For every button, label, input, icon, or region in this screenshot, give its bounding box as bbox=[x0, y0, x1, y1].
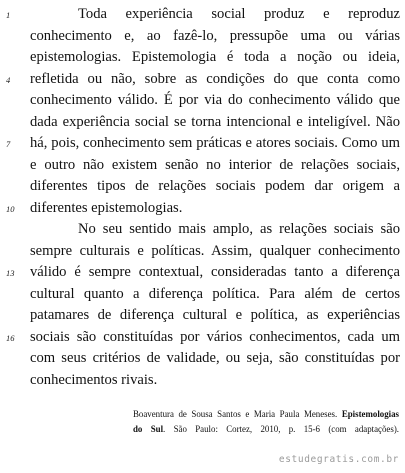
source-title-part1: Epistemologias bbox=[341, 409, 400, 419]
line-text-6: dada experiência social se torna intencional e inteligível. Não bbox=[30, 113, 400, 130]
line-text-16: sociais são constituídas por vários conhecimentos, cada um bbox=[30, 328, 400, 345]
line-text-7: há, pois, conhecimento sem práticas e atores sociais. Como um bbox=[30, 135, 400, 151]
line-text-1: Toda experiência social produz e reproduz bbox=[78, 6, 400, 22]
text-line-2 bbox=[30, 26, 400, 48]
line-text-14: cultural quanto a diferença política. Para além de certos bbox=[30, 285, 400, 302]
text-line-13 bbox=[6, 262, 400, 284]
line-text-8: e outro não existem senão no interior de relações sociais, bbox=[30, 156, 400, 173]
source-line-1 bbox=[133, 407, 399, 422]
line-text-2: conhecimento e, ao fazê-lo, pressupõe uma ou várias bbox=[30, 27, 400, 44]
text-line-3 bbox=[30, 47, 400, 69]
line-number-16: 16 bbox=[6, 332, 15, 343]
line-text-3: epistemologias. Epistemologia é toda a noção ou ideia, bbox=[30, 49, 400, 65]
watermark: estudegratis.com.br bbox=[278, 454, 399, 465]
source-citation bbox=[133, 407, 399, 437]
line-text-12: sempre culturais e políticas. Assim, qualquer conhecimento bbox=[30, 242, 400, 259]
text-line-17 bbox=[30, 348, 400, 370]
text-line-11 bbox=[30, 219, 400, 241]
line-text-11: No seu sentido mais amplo, as relações sociais são bbox=[78, 221, 400, 237]
source-authors: Boaventura de Sousa Santos e Maria Paula Meneses. bbox=[133, 409, 338, 419]
source-details: . São Paulo: Cortez, 2010, p. 15-6 (com adaptações). bbox=[163, 424, 399, 434]
text-line-14 bbox=[30, 284, 400, 306]
line-text-17: com seus critérios de validade, ou seja, são constituídas por bbox=[30, 350, 400, 366]
line-number-4: 4 bbox=[6, 74, 11, 85]
text-line-18 bbox=[30, 370, 400, 392]
source-line-2 bbox=[133, 422, 399, 437]
line-text-15: patamares de diferença cultural e política, as experiências bbox=[30, 307, 400, 323]
text-line-1 bbox=[6, 4, 400, 26]
line-text-18: conhecimentos rivais. bbox=[30, 371, 158, 388]
text-line-12 bbox=[30, 241, 400, 263]
main-text bbox=[6, 4, 400, 391]
line-text-4: refletida ou não, sobre as condições do que conta como bbox=[30, 70, 400, 87]
text-line-4 bbox=[6, 69, 400, 91]
line-number-10: 10 bbox=[6, 203, 15, 214]
text-line-7 bbox=[6, 133, 400, 155]
line-text-9: diferentes tipos de relações sociais podem dar origem a bbox=[30, 178, 400, 194]
source-title-part2: do Sul bbox=[133, 424, 164, 434]
text-line-5 bbox=[30, 90, 400, 112]
text-line-9 bbox=[30, 176, 400, 198]
text-line-16 bbox=[6, 327, 400, 349]
line-text-13: válido é sempre contextual, consideradas tanto a diferença bbox=[30, 264, 400, 280]
text-line-15 bbox=[30, 305, 400, 327]
text-line-8 bbox=[30, 155, 400, 177]
line-number-7: 7 bbox=[6, 139, 11, 149]
line-number-13: 13 bbox=[6, 268, 15, 278]
line-number-1: 1 bbox=[6, 10, 11, 20]
line-text-5: conhecimento válido. É por via do conhecimento válido que bbox=[30, 92, 400, 108]
text-line-10 bbox=[6, 198, 400, 220]
line-text-10: diferentes epistemologias. bbox=[30, 199, 183, 216]
text-line-6 bbox=[30, 112, 400, 134]
